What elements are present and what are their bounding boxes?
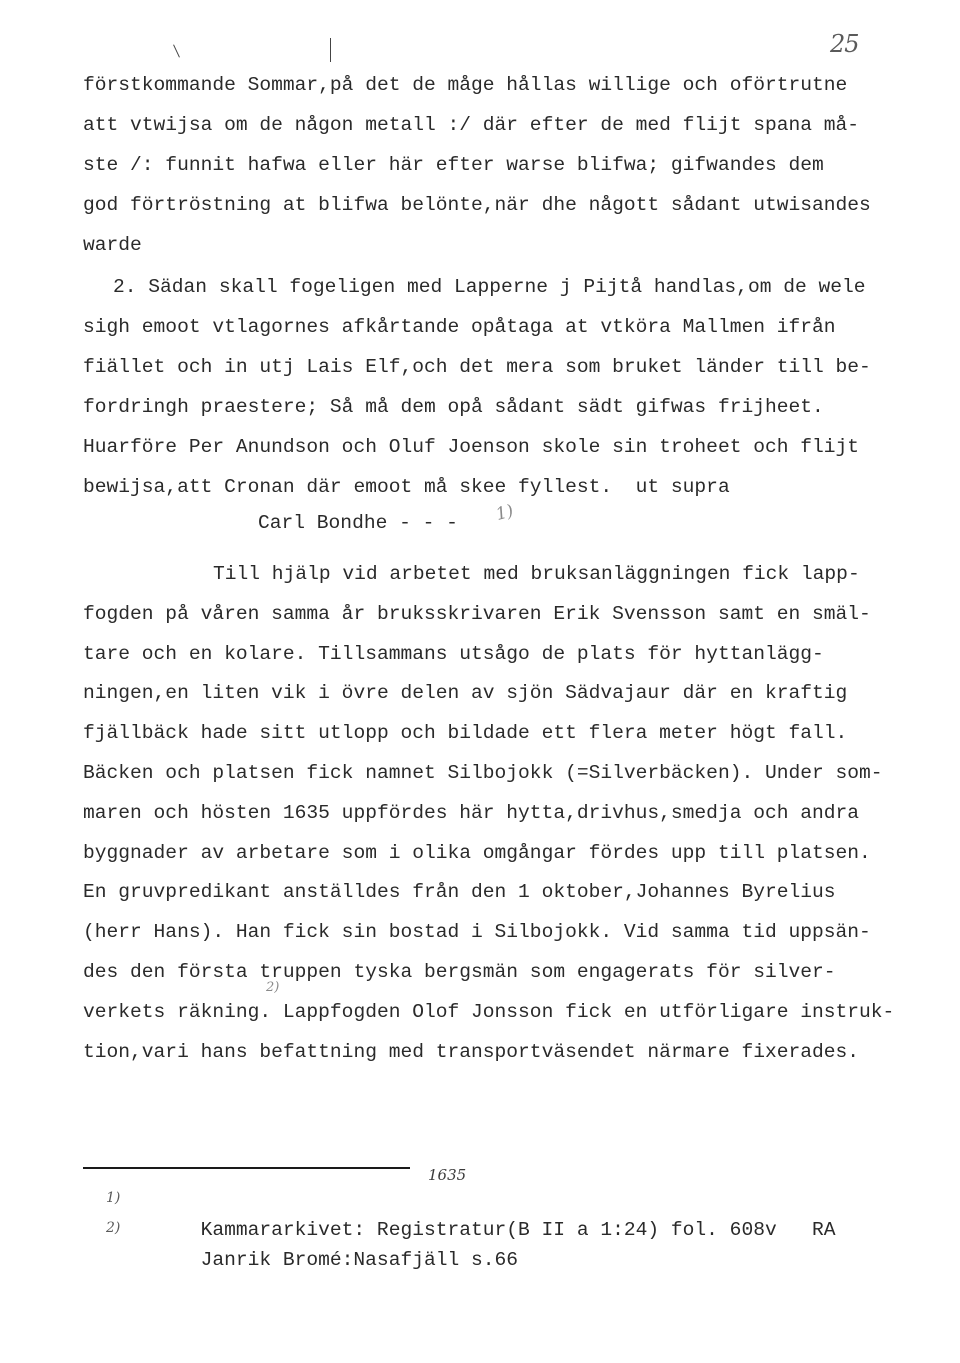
- letter-line: fiället och in utj Lais Elf,och det mera som bruket länder till be-: [83, 356, 871, 378]
- narrative-line: tion,vari hans befattning med transportväsendet närmare fixerades.: [83, 1040, 860, 1063]
- letter-line: sigh emoot vtlagornes afkårtande opåtaga at vtköra Mallmen ifrån: [83, 316, 836, 338]
- narrative-line: des den första truppen tyska bergsmän som engagerats för silver-: [83, 960, 836, 983]
- footnote: [106, 1185, 836, 1241]
- narrative-line: (herr Hans). Han fick sin bostad i Silbojokk. Vid samma tid uppsän-: [83, 921, 871, 944]
- footnote-marker: 2): [106, 1220, 121, 1236]
- handwritten-note: 1635: [428, 1166, 467, 1184]
- narrative-line: Till hjälp vid arbetet med bruksanläggningen fick lapp-: [213, 563, 860, 585]
- footnote-marker: 1): [106, 1190, 121, 1206]
- letter-line: bewijsa,att Cronan där emoot må skee fyllest. ut supra: [83, 476, 730, 498]
- letter-line: god förtröstning at blifwa belönte,när dhe någott sådant utwisandes: [83, 194, 871, 216]
- letter-line: warde: [83, 234, 142, 256]
- quoted-letter: [83, 65, 871, 543]
- footnote-text: Kammararkivet: Registratur(B II a 1:24) fol. 608v RA: [200, 1219, 836, 1241]
- narrative-line: En gruvpredikant anställdes från den 1 oktober,Johannes Byrelius: [83, 881, 836, 904]
- letter-line: att vtwijsa om de någon metall :/ där efter de med flijt spana må-: [83, 114, 860, 136]
- narrative-footnote-mark: 2): [266, 980, 280, 995]
- narrative-line: maren och hösten 1635 uppfördes här hytta,drivhus,smedja och andra: [83, 801, 860, 824]
- footnote-text: Janrik Bromé:Nasafjäll s.66: [200, 1249, 519, 1271]
- narrative-line: verkets räkning. Lappfogden Olof Jonsson fick en utförligare instruk-: [83, 1000, 895, 1023]
- footnote-rule: [83, 1167, 410, 1169]
- scan-mark: [330, 38, 331, 62]
- signature: Carl Bondhe - - -: [258, 512, 458, 534]
- letter-line: förstkommande Sommar,på det de måge hållas willige och oförtrutne: [83, 74, 848, 96]
- letter-line: Huarföre Per Anundson och Oluf Joenson skole sin troheet och flijt: [83, 436, 860, 458]
- letter-line: 2. Sädan skall fogeligen med Lapperne j Pijtå handlas,om de wele: [113, 276, 866, 298]
- narrative-line: Bäcken och platsen fick namnet Silbojokk (=Silverbäcken). Under som-: [83, 761, 883, 784]
- narrative-line: tare och en kolare. Tillsammans utsågo de plats för hyttanlägg-: [83, 642, 824, 665]
- narrative-line: ningen,en liten vik i övre delen av sjön Sädvajaur där en kraftig: [83, 682, 848, 705]
- letter-line: fordringh praestere; Så må dem opå sådant sädt gifwas frijheet.: [83, 396, 824, 418]
- letter-line: ste /: funnit hafwa eller här efter warse blifwa; gifwandes dem: [83, 154, 824, 176]
- footnotes: [106, 1185, 836, 1271]
- scan-mark: [173, 44, 180, 57]
- page-number: 25: [830, 30, 859, 58]
- footnote: [106, 1215, 836, 1271]
- narrative-paragraph: [83, 555, 894, 1072]
- signature-footnote-mark: 1): [493, 501, 516, 525]
- narrative-line: fjällbäck hade sitt utlopp och bildade ett flera meter högt fall.: [83, 722, 848, 745]
- narrative-line: byggnader av arbetare som i olika omgångar fördes upp till platsen.: [83, 841, 871, 864]
- narrative-line: fogden på våren samma år bruksskrivaren Erik Svensson samt en smäl-: [83, 602, 871, 625]
